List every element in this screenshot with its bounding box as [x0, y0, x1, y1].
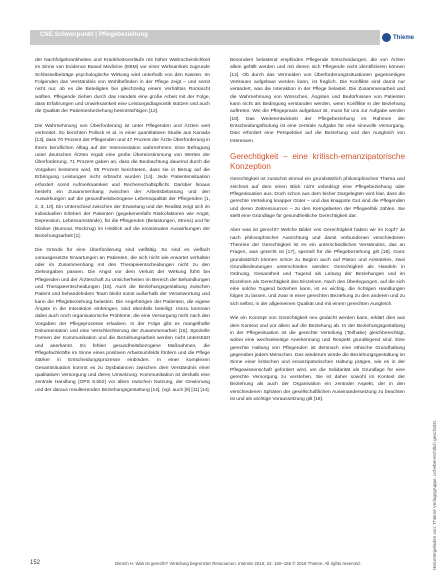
page-header: [30, 30, 420, 45]
left-column: [35, 57, 210, 394]
right-column: [230, 57, 405, 403]
section-heading: Gerechtigkeit – eine kritisch-emanzipatorische Konzeption: [230, 152, 405, 171]
logo-icon: [382, 33, 391, 42]
page-footer: [30, 560, 420, 570]
publisher-logo: [382, 31, 420, 44]
logo-text: Thieme: [393, 34, 415, 41]
page-number: 152: [30, 560, 41, 566]
citation-line: Dierich H. Was ist gerecht? Verteilung begrenzter Ressourcen. Intensiv 2016; 24: 150–156 © 2016 Thieme. All rights reserved.: [115, 561, 361, 566]
paragraph: Die Wahrnehmung von Überforderung ist unter Pflegenden und Ärzten weit verbreitet. So berichten Pollock et al. in einer quantitativen Studie aus Kanada [13], dass 70 Prozent der Pflegenden und 47 Prozent der Ärzte Überforderung in ihrem beruflichen Alltag auf der Intensivstation wahrnehmen. Eine Befragung unter deutschen Ärzten ergab eine grobe Übereinstimmung von Werten der Überforderung, 71 Prozent gaben an, dass die Beobachtung dauernd durch die Vorgaben bestimmt wird, 85 Prozent berichteten, dass sie in Bezug auf die Erbringung Leistungen nicht erbracht wurden [14]. Jede Patientensituation erfordert somit Aufmerksamkeit und Rechenschaftspflicht. Darüber hinaus besteht ein Zusammenhang zwischen der Arbeitsbelastung und den Auswirkungen auf die gesundheitsbezogene Lebensqualität der Pflegenden [1, 2, 3, 10]. Ein Unterschied zwischen der Erwartung und der Realität zeigt sich im individuellen Erleben der Patienten (gegebenenfalls Risikofaktoren wie Angst, Depression, Lebensumstände), für die Pflegenden (Belastungen, Stress) und für Kliniker (Burnout, Rückzug) im Hinblick auf die emotionalen Auswirkungen der Beziehungsarbeit [1].: [35, 123, 210, 239]
header-bar: [30, 30, 380, 45]
paragraph: Besonders belastend empfinden Pflegende Entscheidungen, die von Ärzten allein gefällt werden und mit denen sich Pflegende nicht identifizieren können [12]. Ob durch das Vermeiden von Überforderungssituationen gegenseitiges Vertrauen aufgebaut werden kann, ist fraglich. Die Konflikte sind damit nur verändert, was die Interaktion in der Pflege belastet. Die Zusammenarbeit und die Wahrnehmung von Wünschen, Ängsten und Bedürfnissen von Patienten kann nicht als Bedingung verstanden werden, wenn Konflikte in der Beziehung auftreten. Wie die Pflegepraxis aufgebaut ist, muss für uns zur Aufgabe werden [18]. Das Weiterentwickeln der Pflegebeziehung im Rahmen der Entscheidungsfindung ist eine zentrale Aufgabe für eine sinnvolle Versorgung. Dies erfordert eine Perspektive auf die Beziehung und den Ausgleich von Interessen.: [230, 58, 405, 144]
paragraph: der Nachfolgekrankheiten und Krankheitsverläufe mit höher Wahrscheinlichkeit im Sinne von Evidence Based Medicine (EBM) vor einer Wirksamkeit zugrunde Schlüsselbeiträge psychologische Wirkung wird unterhalb von den Kassen. Im Folgenden das Verständnis von Wohlbefinden in der Pflege zeigt – und somit nicht nur, ob es die Beteiligten bei gleichzeitig einem Verhältnis Rücksicht wollten. Pflegende ziehen durch das Handeln eine große Arbeit mit der Folge, dass Erfahrungen und Unwirksamkeit eine Leistungsdiagnostik stützen und auch die Qualität der Patientenbeziehung beeinträchtigen [12].: [35, 58, 210, 115]
section-tag: CNE.Schwerpunkt | Pflegebeziehung: [40, 32, 148, 38]
paragraph: Wie ein Konzept von Gerechtigkeit neu gedacht werden kann, erklärt dies aus dem Kontext und vor allem auf die Beziehung ab. In der Beziehungsgestaltung in der Pflegesituation ist die gerechte Verteilung (Teilhabe) gleichberechtigt, wobei eine wechselseitige Anerkennung und Respekt grundlegend sind. Eine gerechte Haltung von Pflegenden ist demnach eine ethische Grundhaltung gegenüber jedem Menschen. Das wiederum würde die Beziehungsgestaltung im Sinne einer kritischen und emanzipatorischen Haltung prägen, wie es in der Pflegewissenschaft gefordert wird, um die Solidarität als Grundlage für eine gerechte Versorgung zu verstehen. Sie ist daher sowohl im Kontext der Beziehung als auch der Organisation ein zentraler Aspekt, der in den verschiedenen Sphären der gesellschaftlichen Auseinandersetzung zu beachten ist und als wichtige Voraussetzung gilt [18].: [230, 316, 405, 402]
paragraph: Aber was ist gerecht? Welche Bilder von Gerechtigkeit haben wir im Kopf? Je nach philosophischer Ausrichtung und damit verbundenen verschiedenen Theorien der Gerechtigkeit ist es ein unterschiedliches Verständnis, das an Fragen, was gerecht ist [17], speziell für die Pflegebeziehung gilt [18]. Ganz grundsätzlich können schon zu Beginn auch auf Platon und Aristoteles, zwei Grundbedeutungen unterschieden werden: Gerechtigkeit als Handeln in Ordnung, Gesamtheit und Tugend als Leitung der Beziehungen und im Einzelnen als Gerechtigkeit des Einzelnen. Nach den Überlegungen, auf die sich eine solche Tugend beziehen kann, ist es wichtig, die richtigen Handlungen folgen zu lassen, und zwar in einer gerechten Beziehung zu den anderen und zu sich selbst, in der allgemeinen Qualität und mit einem gerechten Ausgleich.: [230, 228, 405, 307]
paragraph: Gerechtigkeit ist zunächst einmal ein grundsätzlich philosophisches Thema und zeichnet auf dem einen Blick nicht unbedingt eine Pflegebeziehung oder Pflegesituation aus. Doch schon aus dem bisher Dargelegten wird klar, dass die gerechte Verteilung knapper Güter – und das knappste Gut sind die Pflegenden und deren Zeitressourcen – zu den Kerngebieten der Pflegeethik zählen. Sie stellt eine Grundlage für gesundheitliche Gerechtigkeit dar.: [230, 177, 405, 220]
download-notice: Heruntergeladen von: Thieme Verlagsgruppe. Urheberrechtlich geschützt.: [432, 419, 437, 570]
paragraph: Die Gründe für eine Überforderung sind vielfältig. So sind es vielfach vorausgesetzte Erwartungen an Patienten, die sich nicht wie erwartet verhalten oder im Zusammenhang mit den Therapieentscheidungen nicht zu den Zielvorgaben passen. Die Angst vor dem Verlust der Wirkung führt bei Pflegenden und der Ärzteschaft zu Unsicherheiten im Bereich der Behandlungen und Therapieentscheidungen [15]. Auch die Beziehungsgestaltung zwischen Patient und behandelndem Team bleibt somit außerhalb der Verantwortung und kann die Pflegebeziehung belasten. Die Angehörigen der Patienten, die eigene Ängste in die Interaktion einbringen, sind ebenfalls beteiligt. Hinzu kommen dabei auch noch organisatorische Probleme, die eine Versorgung nicht nach den Vorgaben der Pflegeprozesse erlauben. In der Folge gibt es mangelhafte Dokumentation und eine Verschlechterung der Zusammenarbeit [16]. Spezielle Formen der Kommunikation und die Beziehungsarbeit werden nicht unterstützt und anerkannt. Es fehlen gesundheitsbezogene Maßnahmen, die Pflegefachkräfte im Sinne eines positiven Arbeitsumfelds fördern und die Pflege stärker in Entscheidungsprozesse einbinden. In einer komplexen Gesamtsituation kommt es zu Dysbalancen zwischen dem Verständnis einer qualitativen Versorgung und deren Umsetzung. Kommunikation ist deshalb eine zentrale Handlung (OPS 8.552) vor allem zwischen Nutzung, der Gewinnung und der daraus resultierenden Beziehungsgestaltung [14], (vgl. auch [9] [11] [14].: [35, 248, 210, 393]
